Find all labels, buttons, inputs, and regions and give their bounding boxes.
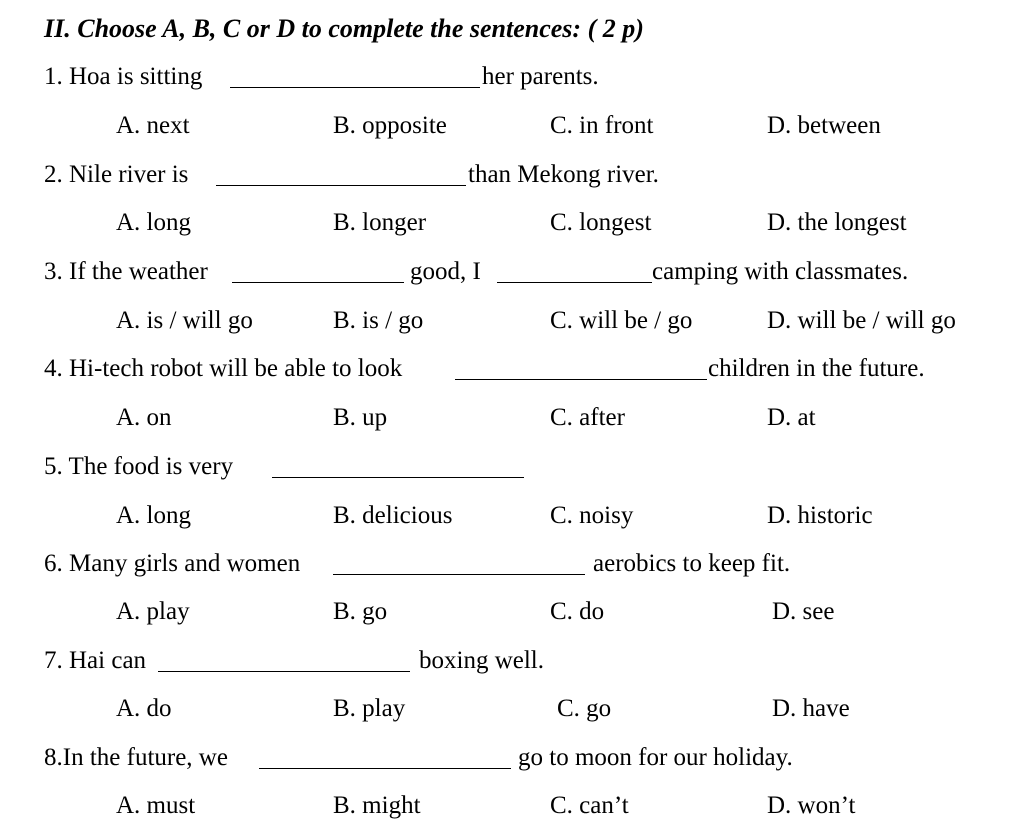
- option-b: B. might: [333, 792, 421, 819]
- answer-blank: [272, 477, 524, 478]
- question-8-tail: go to moon for our holiday.: [518, 744, 793, 771]
- question-8-options: [0, 786, 1024, 826]
- question-3-tail: camping with classmates.: [652, 258, 909, 285]
- option-d: D. see: [772, 598, 835, 625]
- answer-blank: [333, 574, 585, 575]
- option-a: A. next: [116, 112, 190, 139]
- question-3: [0, 252, 1024, 292]
- option-b: B. go: [333, 598, 388, 625]
- option-b: B. longer: [333, 209, 427, 236]
- question-4: [0, 349, 1024, 389]
- option-c: C. do: [550, 598, 605, 625]
- question-5-options: [0, 496, 1024, 536]
- question-3-middle: good, I: [410, 258, 481, 285]
- option-b: B. opposite: [333, 112, 447, 139]
- option-c: C. longest: [550, 209, 652, 236]
- option-b: B. delicious: [333, 502, 453, 529]
- question-1-options: [0, 106, 1024, 146]
- question-1: [0, 57, 1024, 97]
- question-2-tail: than Mekong river.: [468, 161, 659, 188]
- question-6-stem: 6. Many girls and women: [44, 550, 301, 577]
- question-4-stem: 4. Hi-tech robot will be able to look: [44, 355, 403, 382]
- question-3-options: [0, 301, 1024, 341]
- option-d: D. between: [767, 112, 881, 139]
- option-c: C. will be / go: [550, 307, 693, 334]
- question-7-stem: 7. Hai can: [44, 647, 147, 674]
- option-c: C. after: [550, 404, 625, 431]
- option-b: B. up: [333, 404, 388, 431]
- question-6: [0, 544, 1024, 584]
- option-a: A. long: [116, 209, 191, 236]
- question-2-stem: 2. Nile river is: [44, 161, 189, 188]
- option-d: D. will be / will go: [767, 307, 956, 334]
- answer-blank: [232, 282, 404, 283]
- option-d: D. won’t: [767, 792, 856, 819]
- answer-blank: [216, 185, 466, 186]
- question-7-tail: boxing well.: [419, 647, 544, 674]
- option-a: A. must: [116, 792, 196, 819]
- question-6-options: [0, 592, 1024, 632]
- option-a: A. play: [116, 598, 190, 625]
- question-2-options: [0, 203, 1024, 243]
- question-5: [0, 447, 1024, 487]
- option-c: C. can’t: [550, 792, 629, 819]
- option-a: A. on: [116, 404, 172, 431]
- option-c: C. go: [557, 695, 612, 722]
- option-d: D. have: [772, 695, 850, 722]
- question-1-tail: her parents.: [482, 63, 599, 90]
- option-b: B. is / go: [333, 307, 424, 334]
- question-7: [0, 641, 1024, 681]
- section-title: [0, 9, 1024, 49]
- option-a: A. long: [116, 502, 191, 529]
- question-1-stem: 1. Hoa is sitting: [44, 63, 203, 90]
- option-a: A. is / will go: [116, 307, 253, 334]
- option-d: D. historic: [767, 502, 873, 529]
- question-7-options: [0, 689, 1024, 729]
- answer-blank: [230, 87, 480, 88]
- question-8: [0, 738, 1024, 778]
- question-2: [0, 155, 1024, 195]
- answer-blank: [455, 379, 707, 380]
- question-8-stem: 8.In the future, we: [44, 744, 228, 771]
- option-c: C. noisy: [550, 502, 634, 529]
- question-5-stem: 5. The food is very: [44, 453, 234, 480]
- option-c: C. in front: [550, 112, 654, 139]
- question-4-options: [0, 398, 1024, 438]
- option-b: B. play: [333, 695, 406, 722]
- answer-blank: [259, 768, 511, 769]
- question-6-tail: aerobics to keep fit.: [593, 550, 791, 577]
- answer-blank: [497, 282, 652, 283]
- question-3-stem: 3. If the weather: [44, 258, 208, 285]
- option-a: A. do: [116, 695, 172, 722]
- option-d: D. the longest: [767, 209, 907, 236]
- answer-blank: [158, 671, 410, 672]
- question-4-tail: children in the future.: [708, 355, 925, 382]
- option-d: D. at: [767, 404, 816, 431]
- section-title-text: II. Choose A, B, C or D to complete the sentences: ( 2 p): [44, 14, 644, 43]
